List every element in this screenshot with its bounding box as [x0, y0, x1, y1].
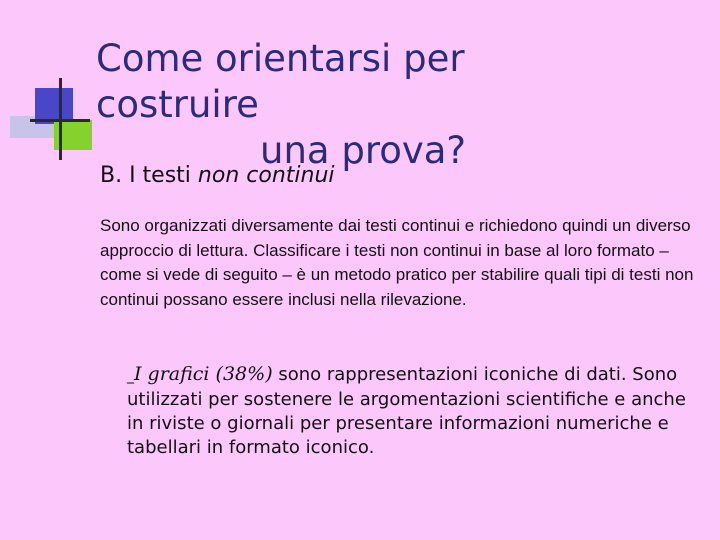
bullet-item	[127, 362, 707, 460]
bullet-text: sono rappresentazioni iconiche di dati. Sono utilizzati per sostenere le argomentazioni scientifiche e anche in riviste o giornali per presentare informazioni numeriche e tabellari in formato iconico.	[127, 364, 686, 458]
bullet-marker: _	[127, 368, 134, 384]
slide-title	[96, 36, 636, 174]
section-heading	[100, 162, 335, 190]
section-heading-prefix: B. I testi	[100, 163, 198, 188]
bullet-lead: I grafici (38%)	[134, 363, 273, 385]
decor-horizontal-line	[30, 119, 90, 122]
intro-paragraph: Sono organizzati diversamente dai testi continui e richiedono quindi un diverso approccio di lettura. Classificare i testi non continui in base al loro formato – come si vede di seguito – è un metodo pratico per stabilire quali tipi di testi non continui possano essere inclusi nella rilevazione.	[100, 216, 694, 309]
slide-title-line2: una prova?	[260, 129, 467, 172]
slide-title-line1: Come orientarsi per costruire	[96, 37, 465, 126]
section-heading-italic: non continui	[197, 163, 335, 188]
